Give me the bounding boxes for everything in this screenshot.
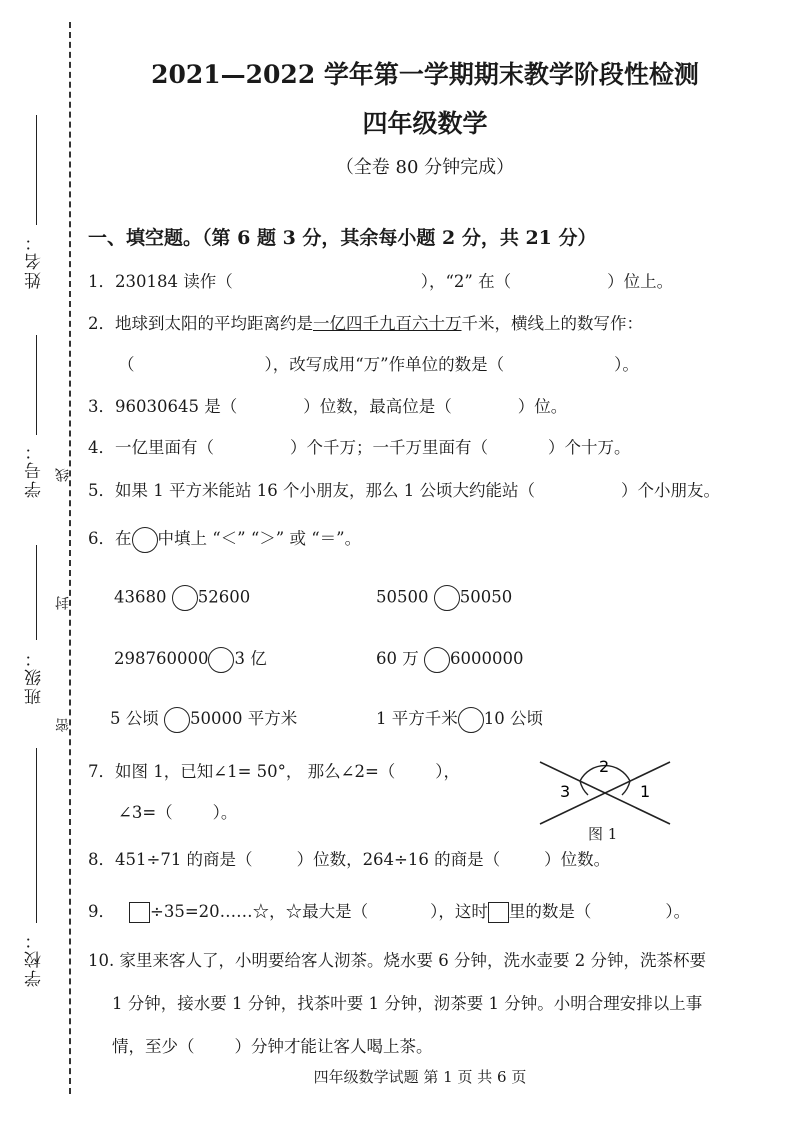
compare-circle[interactable] xyxy=(434,585,460,611)
dividend-box[interactable] xyxy=(129,902,150,923)
school-label: 学校： xyxy=(25,930,45,987)
question-8: 8．451÷71 的商是（ ）位数，264÷16 的商是（ ）位数。 xyxy=(88,850,611,869)
exam-subtitle: 四年级数学 xyxy=(362,109,488,138)
class-label: 班级： xyxy=(25,648,45,705)
question-1: 1．230184 读作（ ），“2” 在（ ）位上。 xyxy=(88,272,674,291)
question-10-line3: 情，至少（ ）分钟才能让客人喝上茶。 xyxy=(112,1037,433,1056)
school-blank[interactable] xyxy=(36,748,37,923)
name-blank[interactable] xyxy=(36,115,37,225)
question-3: 3．96030645 是（ ）位数，最高位是（ ）位。 xyxy=(88,397,568,416)
compare-item: 5 公顷 50000 平方米 xyxy=(110,705,297,733)
section-heading: 一、填空题。（第 6 题 3 分，其余每小题 2 分，共 21 分） xyxy=(88,227,597,249)
question-10: 10. 家里来客人了，小明要给客人沏茶。烧水要 6 分钟，洗水壶要 2 分钟，洗茶杯要 xyxy=(88,951,706,970)
exam-note: （全卷 80 分钟完成） xyxy=(335,157,515,178)
page-footer: 四年级数学试题 第 1 页 共 6 页 xyxy=(313,1068,527,1086)
angle-label-3: 3 xyxy=(560,782,571,801)
compare-item: 298760000 3 亿 xyxy=(114,645,267,673)
id-blank[interactable] xyxy=(36,335,37,435)
mi-char: 密 xyxy=(55,718,71,732)
angle-label-2: 2 xyxy=(599,757,610,776)
seal-char: 封 xyxy=(55,596,71,610)
question-6: 6．在 中填上 “＜” “＞” 或 “＝”。 xyxy=(88,525,361,553)
compare-circle-example xyxy=(132,527,158,553)
dividend-box-ref xyxy=(488,902,509,923)
question-7-line2: ∠3=（ ）。 xyxy=(118,803,238,822)
line-char: 线 xyxy=(55,468,71,482)
exam-title: 2021—2022 学年第一学期期末教学阶段性检测 xyxy=(151,60,699,89)
compare-item: 60 万 6000000 xyxy=(376,645,524,673)
compare-item: 43680 52600 xyxy=(114,585,250,611)
compare-circle[interactable] xyxy=(424,647,450,673)
question-2-line2: （ ），改写成用“万”作单位的数是（ ）。 xyxy=(118,355,639,374)
question-10-line2: 1 分钟，接水要 1 分钟，找茶叶要 1 分钟，沏茶要 1 分钟。小明合理安排以上事 xyxy=(112,994,703,1013)
question-9: 9． ÷35=20……☆，☆最大是（ ），这时 里的数是（ ）。 xyxy=(88,902,691,921)
compare-circle[interactable] xyxy=(208,647,234,673)
compare-item: 1 平方千米 10 公顷 xyxy=(376,705,543,733)
angle-label-1: 1 xyxy=(640,782,651,801)
id-label: 学号： xyxy=(25,441,45,498)
binding-dashed-line xyxy=(69,22,71,1094)
compare-circle[interactable] xyxy=(164,707,190,733)
compare-circle[interactable] xyxy=(172,585,198,611)
compare-circle[interactable] xyxy=(458,707,484,733)
question-4: 4．一亿里面有（ ）个千万；一千万里面有（ ）个十万。 xyxy=(88,438,631,457)
question-7: 7．如图 1，已知∠1= 50°， 那么∠2=（ ）， xyxy=(88,762,461,781)
underlined-number-words: 一亿四千九百六十万 xyxy=(313,314,462,333)
question-2: 2．地球到太阳的平均距离约是一亿四千九百六十万千米，横线上的数写作： xyxy=(88,314,643,333)
figure-caption: 图 1 xyxy=(588,825,618,843)
class-blank[interactable] xyxy=(36,545,37,640)
angle-figure xyxy=(530,752,680,832)
compare-item: 50500 50050 xyxy=(376,585,512,611)
question-5: 5．如果 1 平方米能站 16 个小朋友，那么 1 公顷大约能站（ ）个小朋友。 xyxy=(88,481,720,500)
name-label: 姓名： xyxy=(25,232,45,289)
